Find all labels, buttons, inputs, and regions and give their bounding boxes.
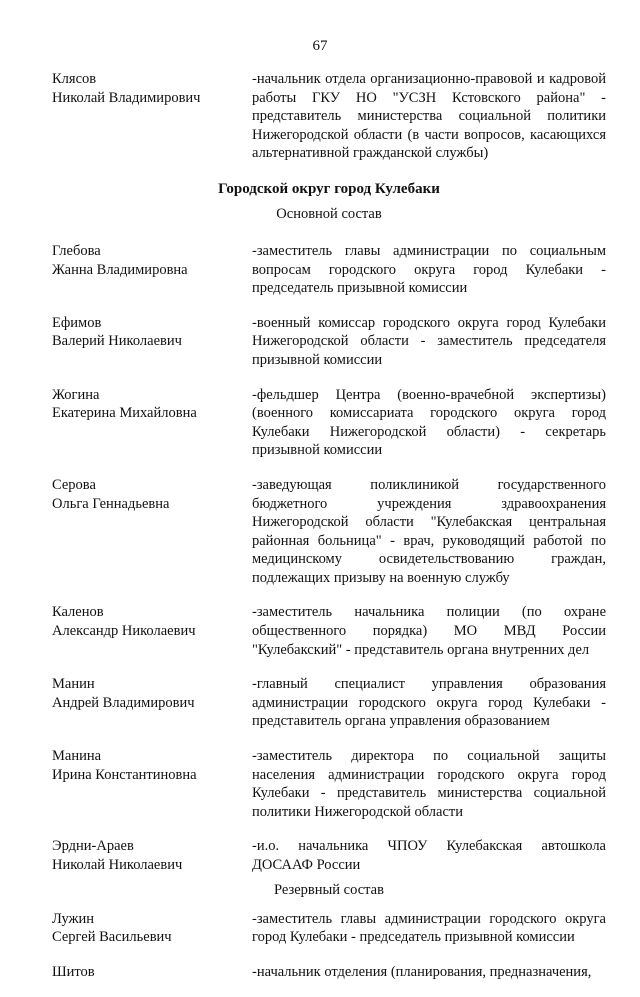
surname: Ефимов	[52, 314, 102, 331]
position-description: -главный специалист управления образования администрации городского округа город Кулебаки - представитель органа управления образованием	[252, 676, 606, 730]
position-description: -заместитель главы администрации городского округа город Кулебаки - председатель призывной комиссии	[252, 910, 606, 946]
page-number: 67	[312, 38, 328, 54]
position-description: -начальник отделения (планирования, предназначения,	[252, 963, 592, 980]
surname: Глебова	[52, 242, 101, 259]
surname: Серова	[52, 476, 96, 493]
person-name	[52, 910, 252, 947]
given-name: Александр Николаевич	[52, 623, 196, 640]
person-name	[52, 747, 252, 821]
entry-erdni-araev	[52, 837, 606, 874]
given-name: Андрей Владимирович	[52, 694, 195, 711]
position-description: -заместитель главы администрации по социальным вопросам городского округа город Кулебаки - председатель призывной комиссии	[252, 242, 606, 297]
surname: Лужин	[52, 910, 95, 927]
document-body	[52, 70, 606, 997]
entry-shitov	[52, 963, 606, 982]
entry-efimov	[52, 314, 606, 370]
given-name: Екатерина Михайловна	[52, 405, 197, 422]
person-name	[52, 837, 252, 874]
position-description: -начальник отдела организационно-правовой и кадровой работы ГКУ НО "УСЗН Кстовского района" - представитель министерства социальной политики Нижегородской области (в части вопросов, касающихся альтернативной гражданской службы)	[252, 71, 606, 162]
given-name: Сергей Васильевич	[52, 929, 172, 946]
given-name: Жанна Владимировна	[52, 261, 188, 278]
entry-manina	[52, 747, 606, 821]
given-name: Ирина Константиновна	[52, 766, 197, 783]
person-name	[52, 603, 252, 659]
surname: Клясов	[52, 71, 97, 87]
entry-serova	[52, 476, 606, 588]
entry-manin	[52, 675, 606, 731]
position-description: -военный комиссар городского округа город Кулебаки Нижегородской области - заместитель председателя призывной комиссии	[252, 314, 606, 368]
section-title: Городской округ город Кулебаки	[218, 180, 440, 197]
position-description: -и.о. начальника ЧПОУ Кулебакская автошкола ДОСААФ России	[252, 838, 606, 873]
position-description: -заместитель директора по социальной защиты населения администрации городского округа город Кулебаки - представитель министерства социальной политики Нижегородской области	[252, 748, 606, 820]
person-name	[52, 675, 252, 731]
person-name	[52, 242, 252, 298]
given-name: Николай Владимирович	[52, 89, 201, 106]
entry-klyasov	[52, 70, 606, 163]
person-name	[52, 70, 252, 163]
position-description: -заведующая поликлиникой государственного бюджетного учреждения здравоохранения Нижегородской области "Кулебакская центральная районная больница" - врач, руководящий работой по медицинскому освидетельствованию граждан, подлежащих призыву на военную службу	[252, 476, 606, 586]
surname: Манина	[52, 748, 102, 765]
position-description: -фельдшер Центра (военно-врачебной экспертизы) (военного комиссариата городского округа город Кулебаки Нижегородской области) - секретарь призывной комиссии	[252, 386, 606, 459]
given-name: Валерий Николаевич	[52, 333, 182, 350]
given-name: Николай Николаевич	[52, 857, 183, 873]
person-name	[52, 476, 252, 588]
main-composition-title: Основной состав	[276, 205, 382, 222]
surname: Каленов	[52, 604, 104, 621]
entry-glebova	[52, 242, 606, 298]
person-name	[52, 963, 252, 982]
entry-luzhin	[52, 910, 606, 947]
surname: Шитов	[52, 963, 95, 980]
surname: Жогина	[52, 386, 100, 403]
surname: Эрдни-Араев	[52, 838, 134, 855]
reserve-composition-title: Резервный состав	[274, 881, 384, 898]
person-name	[52, 314, 252, 370]
entry-kalenov	[52, 603, 606, 659]
position-description: -заместитель начальника полиции (по охране общественного порядка) МО МВД России "Кулебакский" - представитель органа внутренних дел	[252, 604, 606, 658]
given-name: Ольга Геннадьевна	[52, 495, 170, 512]
person-name	[52, 386, 252, 460]
surname: Манин	[52, 676, 95, 693]
entry-zhogina	[52, 386, 606, 460]
